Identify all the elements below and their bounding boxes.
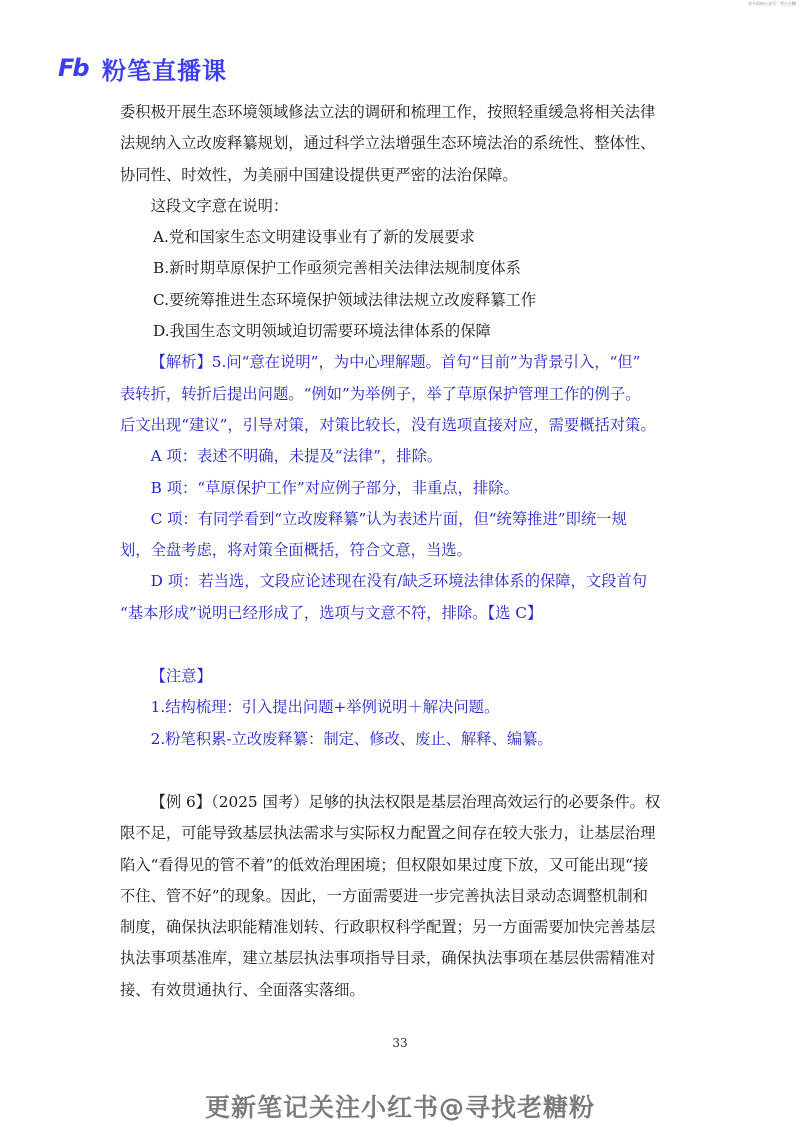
text-line: 委积极开展生态环境领域修法立法的调研和梳理工作，按照轻重缓急将相关法律 [120,103,656,121]
brand-logo [58,52,227,84]
analysis-item-c: C 项：有同学看到“立改废释纂”认为表述片面，但“统筹推进”即统一规 [150,509,627,528]
note-item: 2.粉笔积累-立改废释纂：制定、修改、废止、解释、编纂。 [150,729,553,748]
text-line: 法规纳入立改废释纂规划，通过科学立法增强生态环境法治的系统性、整体性、 [120,134,656,153]
text-line: 执法事项基准库，建立基层执法事项指导目录，确保执法事项在基层供需精准对 [120,949,656,968]
text-line: 协同性、时效性，为美丽中国建设提供更严密的法治保障。 [120,165,518,184]
text-line: 陷入“看得见的管不着”的低效治理困境；但权限如果过度下放，又可能出现“接 [120,855,649,874]
question-stem: 这段文字意在说明： [150,196,289,215]
logo-mark-icon: Fb [58,54,88,82]
note-block [120,661,686,755]
option-c: C.要统筹推进生态环境保护领域法律法规立改废释纂工作 [153,290,537,309]
analysis-item-d: D 项：若当选，文段应论述现在没有/缺乏环境法律体系的保障，文段首句 [150,572,648,591]
logo-text: 粉笔直播课 [102,56,227,85]
option-d: D.我国生态文明领域迫切需要环境法律体系的保障 [153,322,491,341]
options-list [120,222,686,347]
option-b: B.新时期草原保护工作亟须完善相关法律法规制度体系 [153,259,521,278]
analysis-item-c-cont: 划，全盘考虑，将对策全面概括，符合文意，当选。 [120,541,472,560]
text-line: 不住、管不好”的现象。因此，一方面需要进一步完善执法目录动态调整机制和 [120,886,648,905]
page-number: 33 [392,1036,408,1050]
note-title: 【注意】 [150,667,212,686]
analysis-item-a: A 项：表述不明确，未提及“法律”，排除。 [150,447,443,466]
text-line: 限不足，可能导致基层执法需求与实际权力配置之间存在较大张力，让基层治理 [120,824,656,843]
footer-watermark: 更新笔记关注小红书@寻找老糖粉 [204,1093,595,1122]
analysis-line: 后文出现“建议”，引导对策，对策比较长，没有选项直接对应，需要概括对策。 [120,415,656,434]
option-a: A.党和国家生态文明建设事业有了新的发展要求 [153,228,475,247]
text-line: 【例 6】（2025 国考）足够的执法权限是基层治理高效运行的必要条件。权 [150,792,661,811]
text-line: 制度，确保执法职能精准划转、行政职权科学配置；另一方面需要加快完善基层 [120,918,656,937]
page-content [120,97,686,1006]
analysis-block [120,347,686,629]
top-note: 更多资料公众号：考公小糖 [748,1,796,6]
passage-paragraph [120,97,686,191]
analysis-item-d-cont: “基本形成”说明已经形成了，选项与文意不符，排除。【选 C】 [120,603,543,622]
analysis-item-b: B 项：“草原保护工作”对应例子部分，非重点，排除。 [150,478,519,497]
analysis-line: 【解析】5.问“意在说明”，为中心理解题。首句“目前”为背景引入，“但” [150,353,641,372]
note-item: 1.结构梳理：引入提出问题+举例说明＋解决问题。 [150,698,500,717]
text-line: 接、有效贯通执行、全面落实落细。 [120,980,365,999]
example-paragraph [120,787,686,1006]
analysis-line: 表转折，转折后提出问题。“例如”为举例子，举了草原保护管理工作的例子。 [120,384,641,403]
